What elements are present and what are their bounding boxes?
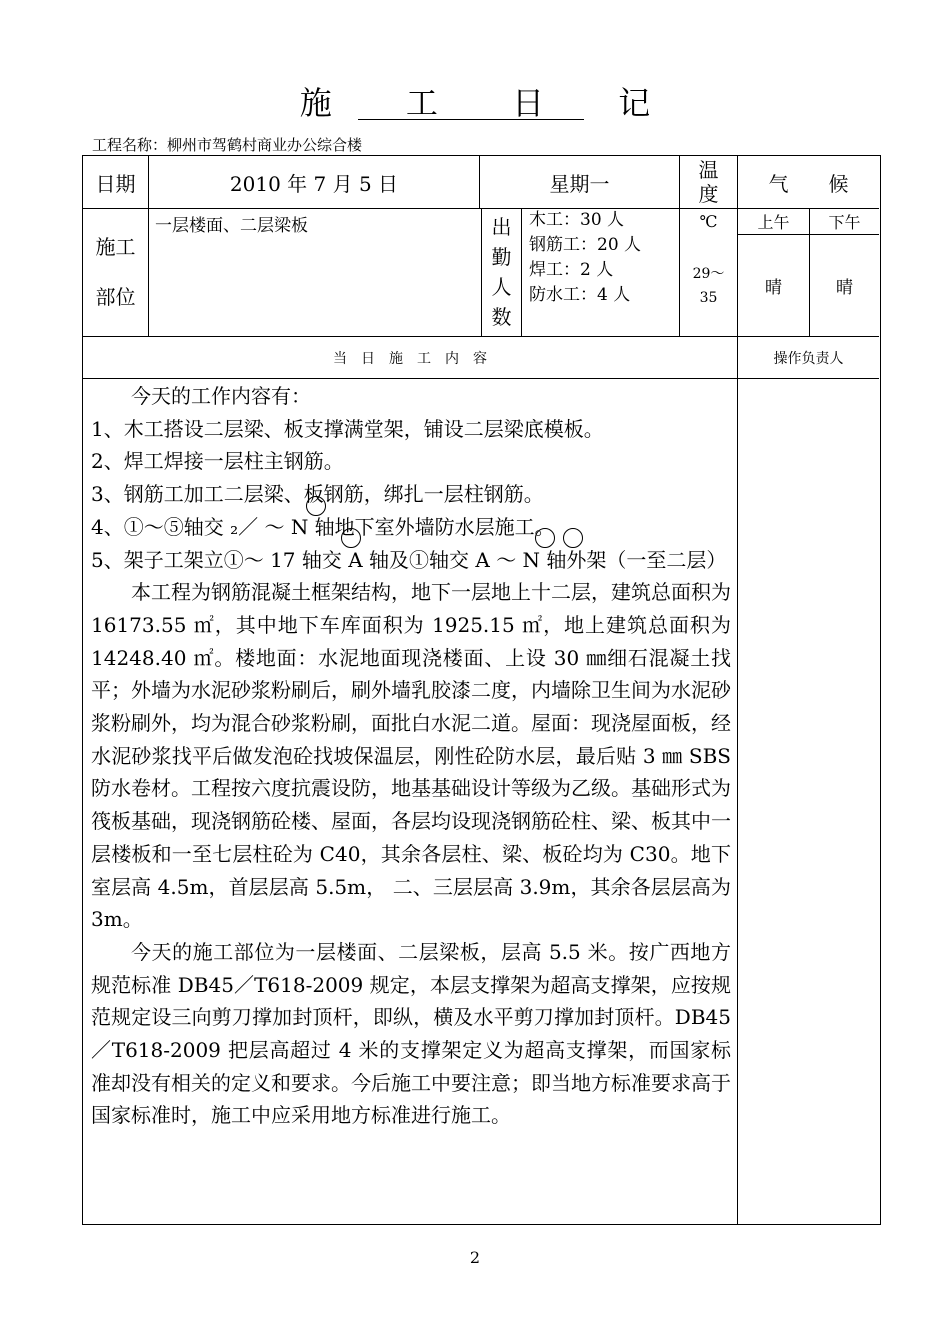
document-title: 施 工 日 记 [299,84,683,122]
workers-list [529,208,641,308]
weekday: 星期一 [549,171,610,196]
attendance-label-char: 数 [491,305,512,329]
am-weather: 晴 [765,278,782,298]
axis-circle-mark [341,528,361,548]
attendance-label [482,208,521,336]
temperature-label-line2: 度 [698,182,719,206]
work-item: 3、钢筋工加工二层梁、板钢筋，绑扎一层柱钢筋。 [91,482,544,507]
temperature-value-line1: 29～ [692,265,725,282]
worker-entry: 木工：30 人 [529,210,625,230]
intro-line: 今天的工作内容有： [131,384,311,408]
temperature-value [680,235,737,336]
worker-entry: 焊工：2 人 [529,260,614,280]
worker-entry: 钢筋工：20 人 [529,235,642,255]
axis-circle-mark [563,528,583,548]
project-description: 本工程为钢筋混凝土框架结构，地下一层地上十二层，建筑总面积为 16173.55 ㎡，其中地下车库面积为 1925.15 ㎡，地上建筑总面积为 14248.40 ㎡。楼地面：水泥地面现浇楼面、上设 30 ㎜细石混凝土找平；外墙为水泥砂浆粉刷后，刷外墙乳胶漆二度，内墙除卫生间为水泥砂浆粉刷外，均为混合砂浆粉刷，面批白水泥二道。屋面：现浇屋面板，经水泥砂浆找平后做发泡砼找坡保温层，刚性砼防水层，最后贴 3 ㎜ SBS 防水卷材。工程按六度抗震设防，地基基础设计等级为乙级。基础形式为筏板基础，现浇钢筋砼楼、屋面，各层均设现浇钢筋砼柱、梁、板其中一层楼板和一至七层柱砼为 C40，其余各层柱、梁、板砼均为 C30。地下室层高 4.5m，首层层高 5.5m， 二、三层层高 3.9m，其余各层层高为 3m。 [91,580,731,932]
date-label: 日期 [95,171,136,196]
pm-label: 下午 [828,212,861,232]
site-label [83,208,148,336]
weather-label: 气 候 [768,171,849,196]
row-divider [83,378,879,379]
axis-circle-mark [535,528,555,548]
work-item: 1、木工搭设二层梁、板支撑满堂架，铺设二层梁底模板。 [91,416,604,441]
date-value: 2010 年 7 月 5 日 [229,171,399,196]
temperature-unit: ℃ [699,211,718,231]
worker-entry: 防水工：4 人 [529,285,631,305]
site-label-line1: 施工 [95,235,136,259]
pm-weather: 晴 [836,278,853,298]
site-value: 一层楼面、二层梁板 [155,216,308,236]
site-label-line2: 部位 [95,285,136,309]
work-item: 4、①～⑤轴交 ₂／ ～ N 轴地下室外墙防水层施工。 [91,514,555,539]
operator-header: 操作负责人 [773,350,844,367]
temperature-label [680,156,737,208]
diary-table [82,155,881,1225]
project-name: 工程名称：柳州市驾鹤村商业办公综合楼 [92,136,363,154]
attendance-label-char: 出 [491,215,512,239]
content-header: 当 日 施 工 内 容 [333,350,487,367]
temperature-label-line1: 温 [698,158,719,182]
diary-content [91,380,731,1132]
col-divider [521,208,522,336]
work-item: 5、架子工架立①～ 17 轴交 A 轴及①轴交 A ～ N 轴外架（一至二层） [91,547,727,572]
temperature-value-line2: 35 [699,289,718,306]
axis-circle-mark [306,496,326,516]
attendance-label-char: 人 [491,275,512,299]
work-item: 2、焊工焊接一层柱主钢筋。 [91,449,344,474]
am-label: 上午 [757,212,790,232]
attendance-label-char: 勤 [491,245,512,269]
page-number: 2 [469,1248,481,1267]
title-underline [358,119,584,120]
site-notes: 今天的施工部位为一层楼面、二层梁板，层高 5.5 米。按广西地方规范标准 DB45／T618-2009 规定，本层支撑架为超高支撑架，应按规范规定设三向剪刀撑加封顶杆，即纵，横及水平剪刀撑加封顶杆。DB45／T618-2009 把层高超过 4 米的支撑架定义为超高支撑架，而国家标准却没有相关的定义和要求。今后施工中要注意；即当地方标准要求高于国家标准时，施工中应采用地方标准进行施工。 [91,939,731,1128]
